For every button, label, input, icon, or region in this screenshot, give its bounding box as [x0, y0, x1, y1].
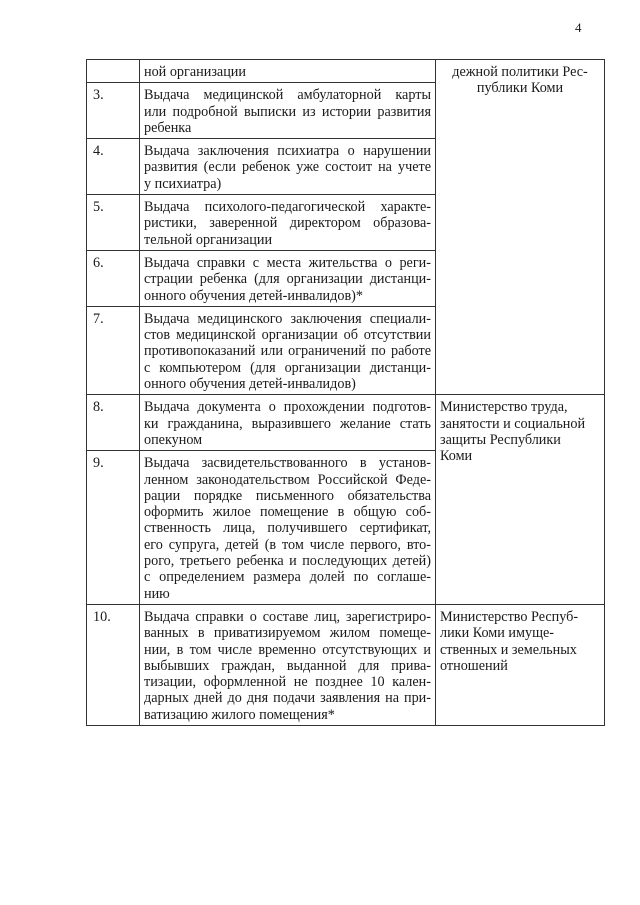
text-line: лики Коми имуще-: [440, 625, 555, 642]
text-line: рации порядке письменного обязательства: [144, 487, 431, 504]
text-line: его супруга, детей (в том числе первого, вто-: [144, 536, 431, 553]
page-number: 4: [575, 20, 582, 35]
text-line: Выдача документа о прохождении подготов-: [144, 399, 431, 416]
text-line: оформить жилое помещение в общую соб-: [144, 504, 431, 521]
text-line: Выдача заключения психиатра о нарушении: [144, 143, 431, 160]
text-line: Выдача засвидетельствованного в установ-: [144, 455, 431, 472]
text-line: выбывших граждан, выданной для прива-: [144, 657, 431, 674]
service-description: [140, 250, 436, 306]
text-line: тизации, оформленной не позднее 10 кален-: [144, 674, 431, 691]
text-line: ристики, заверенной директором образова-: [144, 215, 431, 232]
service-description: [140, 306, 436, 394]
text-line: с определением размера долей по соглаше-: [144, 569, 431, 586]
row-number: 10.: [87, 604, 140, 725]
text-line: Выдача справки с места жительства о реги-: [144, 254, 431, 271]
text-line: или подробной выписки из истории развития: [144, 103, 431, 120]
text-line: с компьютером (для организации дистанци-: [144, 359, 431, 376]
row-number: [87, 60, 140, 83]
text-line: ванных в приватизируемом жилом помеще-: [144, 625, 431, 642]
text-line: ной организации: [144, 64, 246, 80]
text-line: публики Коми: [476, 80, 564, 97]
row-number: 3.: [87, 83, 140, 139]
text-line: стов медицинской организации об отсутствии: [144, 327, 431, 344]
text-line: ребенка: [144, 119, 192, 136]
text-line: онного обучения детей-инвалидов)*: [144, 287, 363, 304]
row-number: 5.: [87, 195, 140, 251]
text-line: дарных дней до дня подачи заявления на при-: [144, 690, 431, 707]
text-line: Выдача медицинской амбулаторной карты: [144, 87, 431, 104]
text-line: противопоказаний или ограничений по работе: [144, 343, 431, 360]
table-row: [87, 395, 605, 451]
text-line: нию: [144, 585, 170, 602]
table-row: [87, 60, 605, 83]
text-line: Министерство труда,: [440, 399, 568, 416]
responsible-organization: [436, 395, 605, 605]
text-line: рого, третьего ребенка и последующих детей): [144, 553, 431, 570]
text-line: опекуном: [144, 431, 203, 448]
text-line: развития (если ребенок уже состоит на учете: [144, 159, 431, 176]
text-line: у психиатра): [144, 175, 222, 192]
row-number: 6.: [87, 250, 140, 306]
text-line: Выдача справки о составе лиц, зарегистриро-: [144, 608, 431, 625]
row-number: 7.: [87, 306, 140, 394]
text-line: онного обучения детей-инвалидов): [144, 376, 356, 393]
service-description: [140, 451, 436, 605]
services-table: [86, 59, 605, 726]
responsible-organization: [436, 604, 605, 725]
text-line: ственность лица, получившего сертификат,: [144, 520, 431, 537]
text-line: страции ребенка (для организации дистанци-: [144, 271, 431, 288]
table-row: [87, 604, 605, 725]
text-line: занятости и социальной: [440, 415, 586, 432]
text-line: защиты Республики: [440, 431, 561, 448]
text-line: Выдача медицинского заключения специали-: [144, 310, 431, 327]
text-line: нии, в том числе временно отсутствующих и: [144, 641, 431, 658]
row-number: 8.: [87, 395, 140, 451]
service-description: [140, 83, 436, 139]
responsible-organization: [436, 60, 605, 395]
text-line: Выдача психолого-педагогической характе-: [144, 199, 431, 216]
text-line: Министерство Респуб-: [440, 608, 579, 625]
service-description: [140, 139, 436, 195]
service-description: [140, 60, 436, 83]
row-number: 9.: [87, 451, 140, 605]
service-description: [140, 604, 436, 725]
text-line: дежной политики Рес-: [452, 64, 588, 80]
text-line: тельной организации: [144, 231, 273, 248]
service-description: [140, 195, 436, 251]
text-line: ки гражданина, выразившего желание стать: [144, 415, 431, 432]
row-number: 4.: [87, 139, 140, 195]
text-line: Коми: [440, 448, 473, 465]
text-line: ленном законодательством Российской Феде-: [144, 471, 431, 488]
service-description: [140, 395, 436, 451]
text-line: ватизацию жилого помещения*: [144, 706, 335, 723]
text-line: отношений: [440, 657, 508, 674]
text-line: ственных и земельных: [440, 641, 577, 658]
